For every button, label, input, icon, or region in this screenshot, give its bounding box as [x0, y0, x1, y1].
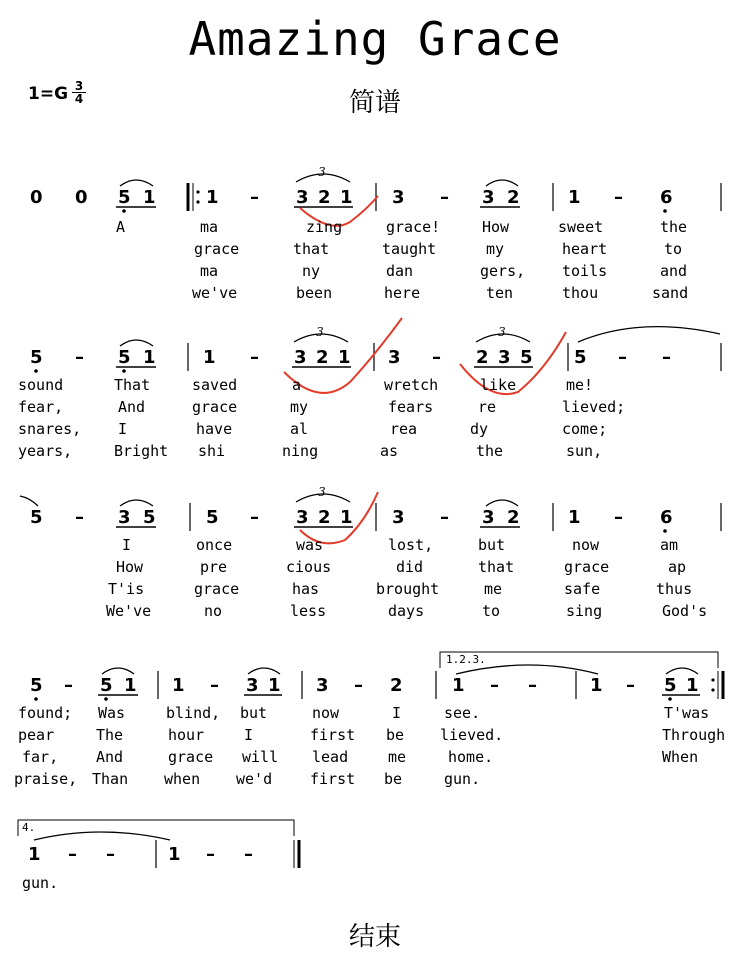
- tie: [578, 327, 720, 342]
- note: 1: [28, 844, 41, 865]
- lyric: I: [122, 536, 132, 554]
- lyric: me: [388, 748, 407, 766]
- lyric: lead: [312, 748, 349, 766]
- note: 2: [507, 507, 520, 528]
- lyric: I: [244, 726, 254, 744]
- note: 1: [203, 347, 216, 368]
- note: 6: [660, 507, 673, 528]
- time-signature-bottom: 4: [72, 92, 86, 105]
- note: –: [528, 675, 537, 696]
- volta-bracket: [18, 820, 294, 836]
- lyric: toils: [562, 262, 608, 280]
- slur: [102, 668, 134, 674]
- note: 1: [172, 675, 185, 696]
- note: 1: [338, 347, 351, 368]
- lyric: T'was: [664, 704, 710, 722]
- note: 5: [520, 347, 533, 368]
- lyric: the: [476, 442, 504, 460]
- lyric: The: [96, 726, 124, 744]
- lyric: when: [164, 770, 201, 788]
- lyric: did: [396, 558, 424, 576]
- lyric: sound: [18, 376, 64, 394]
- lyric: I: [118, 420, 128, 438]
- note: 5: [30, 507, 43, 528]
- lyric: rea: [390, 420, 418, 438]
- lyric: zing: [306, 218, 343, 236]
- note: –: [68, 844, 77, 865]
- lyric: wretch: [384, 376, 439, 394]
- note: 3: [296, 507, 309, 528]
- song-title: Amazing Grace: [188, 12, 562, 66]
- lyric: thus: [656, 580, 693, 598]
- note: 1: [452, 675, 465, 696]
- note: –: [75, 507, 84, 528]
- note: 2: [318, 507, 331, 528]
- lyric: now: [312, 704, 340, 722]
- note: 5: [574, 347, 587, 368]
- lyric: far,: [22, 748, 59, 766]
- lyric: less: [290, 602, 327, 620]
- repeat-dot: [196, 200, 199, 203]
- note: –: [250, 507, 259, 528]
- note: 2: [318, 187, 331, 208]
- lyric: ap: [668, 558, 687, 576]
- lyric: sand: [652, 284, 689, 302]
- note: 1: [124, 675, 137, 696]
- lyric: thou: [562, 284, 599, 302]
- note: –: [662, 347, 671, 368]
- lyric: ten: [486, 284, 514, 302]
- lyric: and: [660, 262, 688, 280]
- note: 1: [340, 507, 353, 528]
- note: –: [626, 675, 635, 696]
- lyric: I: [392, 704, 402, 722]
- note: 3: [498, 347, 511, 368]
- lyric: cious: [286, 558, 332, 576]
- lyric: A: [116, 218, 126, 236]
- note: 1: [143, 347, 156, 368]
- lyric: saved: [192, 376, 238, 394]
- lyric: ma: [200, 262, 219, 280]
- lyric: come;: [562, 420, 608, 438]
- lyric: no: [204, 602, 223, 620]
- lyric: am: [660, 536, 679, 554]
- note: 3: [388, 347, 401, 368]
- lyric: grace!: [386, 218, 441, 236]
- lyric: sing: [566, 602, 603, 620]
- lyric: praise,: [14, 770, 78, 788]
- lyric: like: [480, 376, 517, 394]
- lyric: my: [290, 398, 309, 416]
- note: 5: [100, 675, 113, 696]
- note: –: [206, 844, 215, 865]
- lyric: fear,: [18, 398, 64, 416]
- lyric: gun.: [22, 874, 59, 892]
- lyric: And: [118, 398, 146, 416]
- lyric: the: [660, 218, 688, 236]
- lyric: now: [572, 536, 600, 554]
- lyric: grace: [564, 558, 610, 576]
- lyric: me: [484, 580, 503, 598]
- lyric: dan: [386, 262, 414, 280]
- lyric: me!: [566, 376, 594, 394]
- low-octave-dot: [122, 369, 126, 373]
- repeat-dot: [711, 688, 714, 691]
- note: –: [432, 347, 441, 368]
- lyric: shi: [198, 442, 226, 460]
- lyric: found;: [18, 704, 73, 722]
- key-signature: 1=G: [28, 84, 69, 104]
- lyric: Through: [662, 726, 726, 744]
- low-octave-dot: [34, 697, 38, 701]
- note: 3: [296, 187, 309, 208]
- system-3: [20, 485, 721, 620]
- lyric: fears: [388, 398, 434, 416]
- lyric: taught: [382, 240, 437, 258]
- lyric: grace: [168, 748, 214, 766]
- note: –: [614, 507, 623, 528]
- note: –: [490, 675, 499, 696]
- lyric: We've: [106, 602, 152, 620]
- lyric: lieved;: [562, 398, 626, 416]
- note: –: [210, 675, 219, 696]
- lyric: to: [664, 240, 683, 258]
- volta-label: 1.2.3.: [446, 653, 486, 666]
- note: 3: [246, 675, 259, 696]
- lyric: that: [293, 240, 330, 258]
- note: –: [250, 347, 259, 368]
- note: –: [244, 844, 253, 865]
- lyric: we've: [192, 284, 238, 302]
- lyric: be: [384, 770, 403, 788]
- note: –: [614, 187, 623, 208]
- lyric: will: [242, 748, 279, 766]
- lyric: snares,: [18, 420, 82, 438]
- lyric: that: [478, 558, 515, 576]
- low-octave-dot: [663, 529, 667, 533]
- time-signature-top: 3: [74, 79, 84, 93]
- note: 0: [30, 187, 43, 208]
- lyric: but: [478, 536, 506, 554]
- low-octave-dot: [668, 697, 672, 701]
- note: 1: [143, 187, 156, 208]
- lyric: When: [662, 748, 699, 766]
- note: –: [106, 844, 115, 865]
- low-octave-dot: [104, 697, 108, 701]
- repeat-dot: [711, 678, 714, 681]
- lyric: pear: [18, 726, 55, 744]
- lyric: gers,: [480, 262, 526, 280]
- note: 1: [268, 675, 281, 696]
- lyric: How: [116, 558, 144, 576]
- lyric: sun,: [566, 442, 603, 460]
- slur: [120, 500, 153, 506]
- note: 3: [392, 187, 405, 208]
- note: –: [250, 187, 259, 208]
- note: 1: [686, 675, 699, 696]
- lyric: pre: [200, 558, 228, 576]
- note: 5: [143, 507, 156, 528]
- tie: [456, 665, 598, 674]
- lyric: first: [310, 770, 356, 788]
- lyric: grace: [194, 580, 240, 598]
- note: –: [440, 187, 449, 208]
- repeat-dot: [196, 190, 199, 193]
- lyric: years,: [18, 442, 73, 460]
- lyric: my: [486, 240, 505, 258]
- note: 3: [316, 675, 329, 696]
- lyric: And: [96, 748, 124, 766]
- lyric: That: [114, 376, 151, 394]
- note: 5: [118, 347, 131, 368]
- lyric: brought: [376, 580, 440, 598]
- lyric: ning: [282, 442, 319, 460]
- slur: [486, 180, 518, 186]
- triplet-mark: 3: [498, 325, 506, 339]
- lyric: Than: [92, 770, 129, 788]
- lyric: ma: [200, 218, 219, 236]
- note: 3: [392, 507, 405, 528]
- system-1: [30, 165, 721, 302]
- note: –: [618, 347, 627, 368]
- note: 1: [568, 187, 581, 208]
- end-label: 结束: [348, 922, 401, 952]
- slur: [248, 668, 280, 674]
- lyric: blind,: [166, 704, 221, 722]
- lyric: safe: [564, 580, 601, 598]
- lyric: but: [240, 704, 268, 722]
- low-octave-dot: [663, 209, 667, 213]
- lyric: a: [292, 376, 302, 394]
- note: –: [354, 675, 363, 696]
- lyric: lieved.: [440, 726, 504, 744]
- note: –: [75, 347, 84, 368]
- note: 3: [294, 347, 307, 368]
- lyric: once: [196, 536, 233, 554]
- slur: [120, 340, 153, 346]
- note: 1: [206, 187, 219, 208]
- note: 0: [75, 187, 88, 208]
- lyric: T'is: [108, 580, 145, 598]
- note: –: [64, 675, 73, 696]
- note: 1: [168, 844, 181, 865]
- note: 2: [390, 675, 403, 696]
- lyric: has: [292, 580, 320, 598]
- lyric: we'd: [236, 770, 273, 788]
- lyric: be: [386, 726, 405, 744]
- note: 3: [118, 507, 131, 528]
- lyric: home.: [448, 748, 494, 766]
- lyric: sweet: [558, 218, 604, 236]
- note: 2: [316, 347, 329, 368]
- tie-end: [20, 496, 38, 506]
- note: 5: [206, 507, 219, 528]
- system-2: [18, 318, 721, 460]
- lyric: heart: [562, 240, 608, 258]
- note: 5: [118, 187, 131, 208]
- system-5: [18, 820, 299, 892]
- lyric: days: [388, 602, 425, 620]
- triplet-mark: 3: [316, 325, 324, 339]
- note: 5: [664, 675, 677, 696]
- triplet-mark: 3: [318, 165, 326, 179]
- lyric: first: [310, 726, 356, 744]
- score-subtitle: 简谱: [348, 88, 401, 118]
- lyric: Bright: [114, 442, 169, 460]
- lyric: Was: [98, 704, 126, 722]
- lyric: have: [196, 420, 233, 438]
- lyric: been: [296, 284, 333, 302]
- lyric: dy: [470, 420, 489, 438]
- lyric: grace: [192, 398, 238, 416]
- lyric: to: [482, 602, 501, 620]
- lyric: How: [482, 218, 510, 236]
- lyric: lost,: [388, 536, 434, 554]
- lyric: grace: [194, 240, 240, 258]
- note: 1: [590, 675, 603, 696]
- lyric: al: [290, 420, 309, 438]
- note: 3: [482, 507, 495, 528]
- lyric: God's: [662, 602, 708, 620]
- lyric: re: [478, 398, 497, 416]
- note: 3: [482, 187, 495, 208]
- lyric: as: [380, 442, 399, 460]
- tie: [34, 832, 170, 840]
- note: 1: [340, 187, 353, 208]
- triplet-mark: 3: [318, 485, 326, 499]
- note: 2: [476, 347, 489, 368]
- note: 5: [30, 675, 43, 696]
- lyric: was: [296, 536, 324, 554]
- note: 2: [507, 187, 520, 208]
- note: 1: [568, 507, 581, 528]
- lyric: gun.: [444, 770, 481, 788]
- system-4: [14, 652, 725, 788]
- lyric: here: [384, 284, 421, 302]
- lyric: see.: [444, 704, 481, 722]
- low-octave-dot: [34, 369, 38, 373]
- slur: [486, 500, 518, 506]
- slur: [120, 180, 153, 186]
- slur: [666, 668, 698, 674]
- volta-label: 4.: [22, 821, 36, 834]
- note: 6: [660, 187, 673, 208]
- note: –: [440, 507, 449, 528]
- low-octave-dot: [122, 209, 126, 213]
- note: 5: [30, 347, 43, 368]
- lyric: hour: [168, 726, 205, 744]
- lyric: ny: [302, 262, 321, 280]
